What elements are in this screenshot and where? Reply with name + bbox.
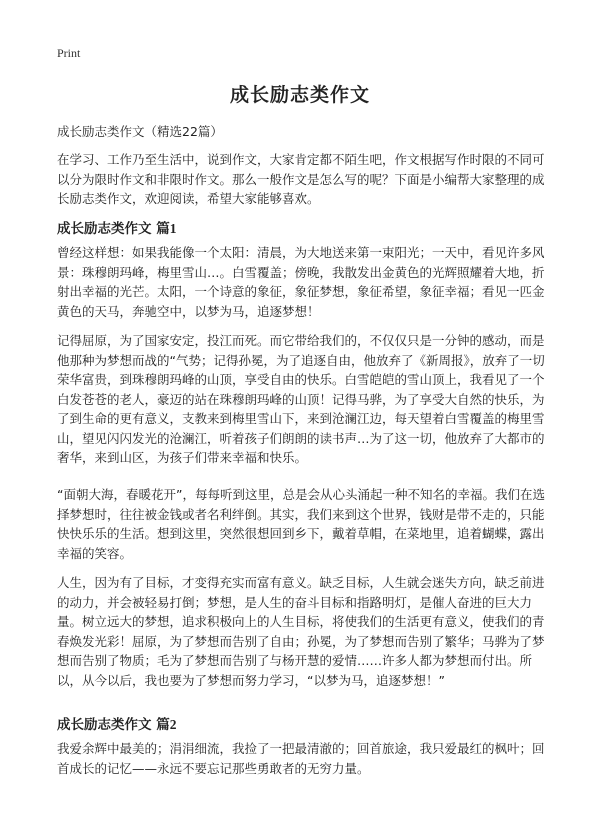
- print-label[interactable]: Print: [57, 46, 81, 60]
- section-2-paragraph-1: 我爱余辉中最美的；涓涓细流，我捡了一把最清澈的；回首旅途，我只爱最红的枫叶；回首成长的记忆——永远不要忘记那些勇敢者的无穷力量。: [57, 741, 545, 776]
- document-title: 成长励志类作文: [229, 84, 370, 106]
- document-subtitle: 成长励志类作文（精选22篇）: [57, 124, 223, 139]
- section-1-paragraph-2: 记得屈原，为了国家安定，投江而死。而它带给我们的，不仅仅只是一分钟的感动，而是他那种为梦想而战的“气势；记得孙冕，为了追逐自由，他放弃了《新周报》，放弃了一切荣华富贵，到珠穆朗玛峰的山顶，享受自由的快乐。白雪皑皑的雪山顶上，我看见了一个白发苍苍的老人，豪迈的站在珠穆朗玛峰的山顶！记得马骅，为了享受大自然的快乐，为了到生命的更有意义，支教来到梅里雪山下，来到沧澜江边，每天望着白雪覆盖的梅里雪山，望见闪闪发光的沧澜江，听着孩子们朗朗的读书声…为了这一切，他放弃了大都市的奢华，来到山区，为孩子们带来幸福和快乐。: [57, 333, 545, 465]
- section-1-paragraph-1: 曾经这样想：如果我能像一个太阳：清晨，为大地送来第一束阳光；一天中，看见许多风景：珠穆朗玛峰，梅里雪山…。白雪覆盖；傍晚，我散发出金黄色的光辉照耀着大地，折射出幸福的光芒。太阳，一个诗意的象征，象征梦想，象征希望，象征幸福；看见一匹金黄色的天马，奔驰空中，以梦为马，追逐梦想！: [57, 245, 545, 319]
- section-1-paragraph-4: 人生，因为有了目标，才变得充实而富有意义。缺乏目标，人生就会迷失方向，缺乏前进的动力，并会被轻易打倒；梦想，是人生的奋斗目标和指路明灯，是催人奋进的巨大力量。树立远大的梦想，追求积极向上的人生目标，将使我们的生活更有意义，使我们的青春焕发光彩！屈原，为了梦想而告别了自由；孙冕，为了梦想而告别了繁华；马骅为了梦想而告别了物质；毛为了梦想而告别了与杨开慧的爱情……许多人都为梦想而付出。所以，从今以后，我也要为了梦想而努力学习，“以梦为马，追逐梦想！”: [57, 575, 545, 688]
- section-1-paragraph-3: “面朝大海，春暖花开”，每每听到这里，总是会从心头涌起一种不知名的幸福。我们在选择梦想时，往往被金钱或者名利绊倒。其实，我们来到这个世界，钱财是带不走的，只能快快乐乐的生活。想到这里，突然很想回到乡下，戴着草帽，在菜地里，追着蝴蝶，露出幸福的笑容。: [57, 487, 545, 561]
- section-heading-1: [57, 217, 547, 237]
- section-heading-number: 2: [169, 717, 177, 732]
- section-heading-number: 1: [169, 221, 177, 236]
- section-heading-2: [57, 713, 547, 733]
- section-heading-text: 成长励志类作文 篇: [57, 221, 170, 237]
- section-heading-text: 成长励志类作文 篇: [57, 717, 170, 733]
- intro-paragraph: 在学习、工作乃至生活中，说到作文，大家肯定都不陌生吧，作文根据写作时限的不同可以分为限时作文和非限时作文。那么一般作文是怎么写的呢？下面是小编帮大家整理的成长励志类作文，欢迎阅读，希望大家能够喜欢。: [57, 152, 545, 206]
